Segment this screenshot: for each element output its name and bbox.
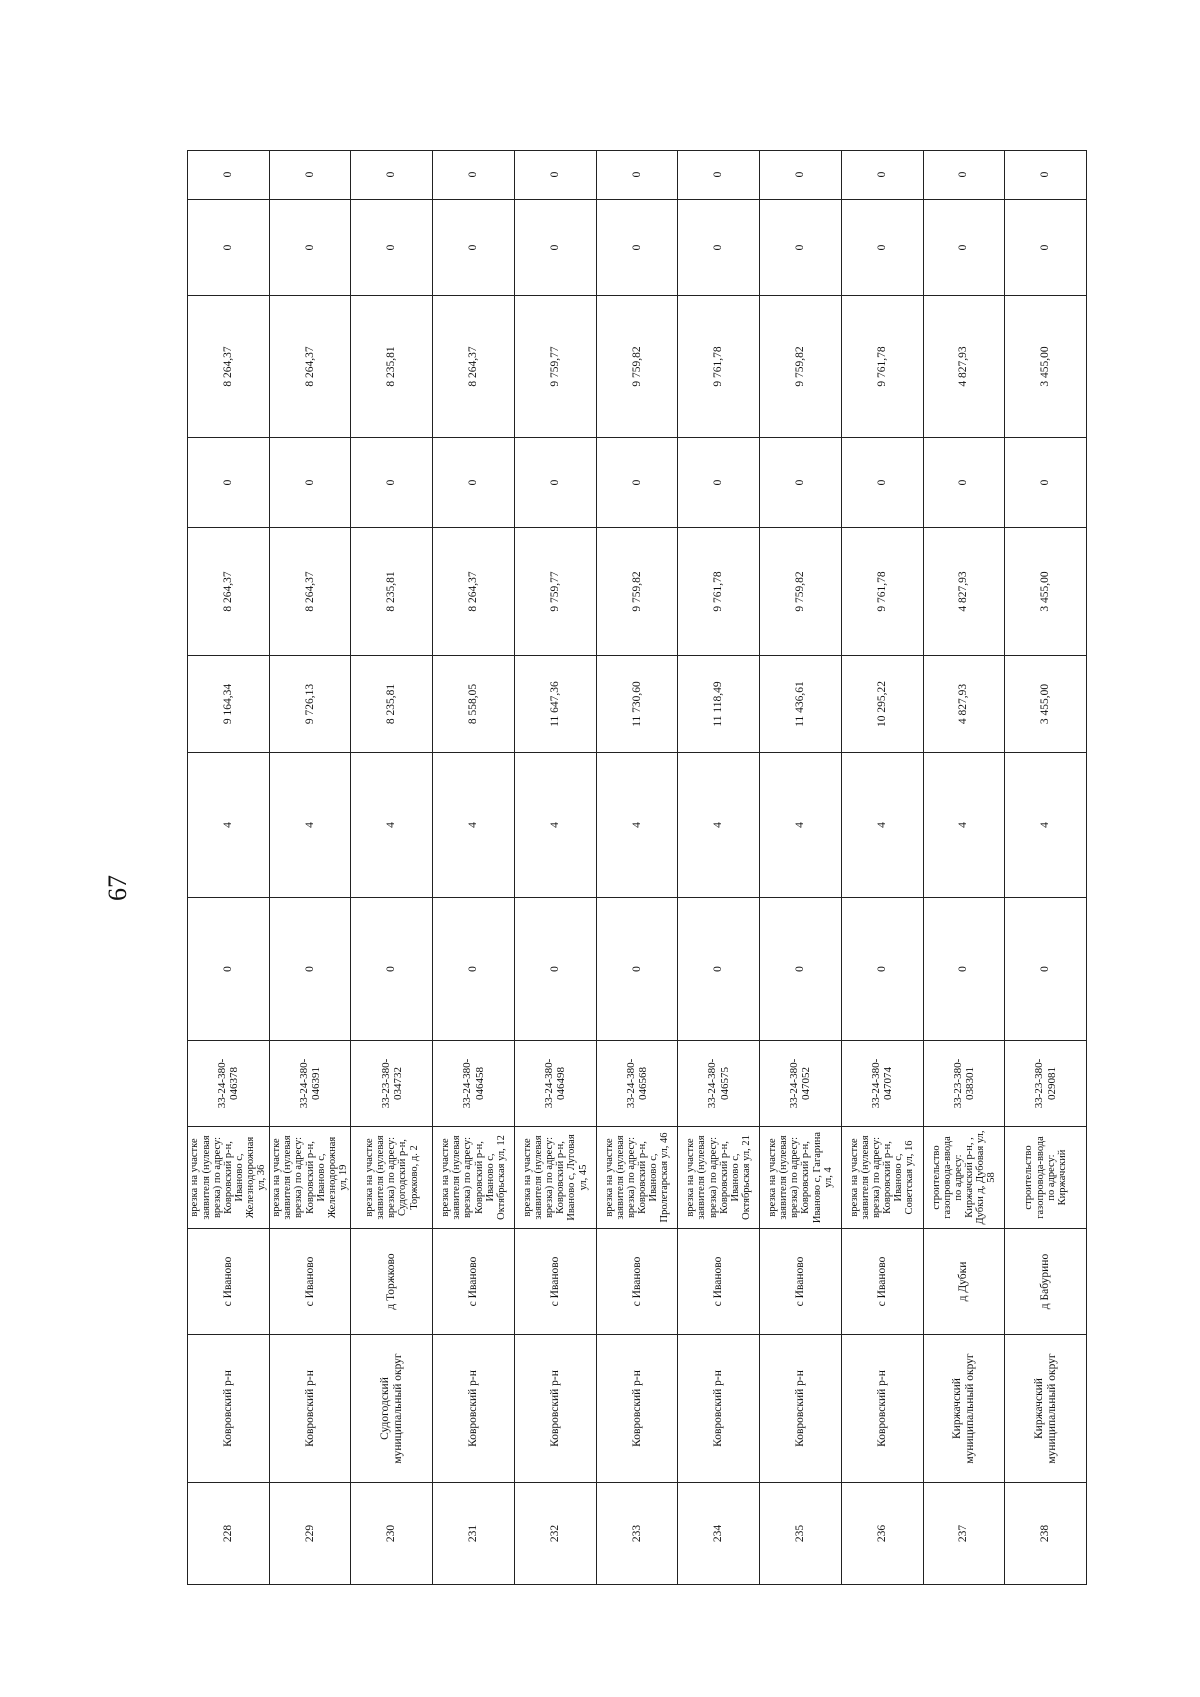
cadastral-code-cell: 33-24-380-046568 bbox=[596, 1041, 678, 1127]
district-cell: Киржачский муниципальный округ bbox=[923, 1335, 1005, 1483]
value-cell-col13: 0 bbox=[677, 150, 759, 200]
value-cell-col12: 0 bbox=[1004, 200, 1086, 296]
value-cell-col11: 3 455,00 bbox=[1004, 296, 1086, 438]
value-cell-col10: 0 bbox=[596, 438, 678, 528]
value-cell-col13: 0 bbox=[759, 150, 841, 200]
settlement-cell: с Иваново bbox=[841, 1229, 923, 1335]
value-cell-col6: 0 bbox=[596, 898, 678, 1041]
value-cell-col10: 0 bbox=[841, 438, 923, 528]
value-cell-col13: 0 bbox=[596, 150, 678, 200]
row-number-cell: 228 bbox=[187, 1483, 269, 1585]
row-number-cell: 231 bbox=[432, 1483, 514, 1585]
value-cell-col11: 9 761,78 bbox=[677, 296, 759, 438]
value-cell-col12: 0 bbox=[841, 200, 923, 296]
value-cell-col12: 0 bbox=[187, 200, 269, 296]
value-cell-col11: 8 235,81 bbox=[350, 296, 432, 438]
value-cell-col6: 0 bbox=[514, 898, 596, 1041]
value-cell-col11: 8 264,37 bbox=[187, 296, 269, 438]
value-cell-col10: 0 bbox=[432, 438, 514, 528]
value-cell-col10: 0 bbox=[759, 438, 841, 528]
value-cell-col7: 4 bbox=[923, 753, 1005, 898]
table-wrapper bbox=[187, 150, 1087, 1585]
settlement-cell: с Иваново bbox=[432, 1229, 514, 1335]
cadastral-code-cell: 33-23-380-029081 bbox=[1004, 1041, 1086, 1127]
row-number-cell: 230 bbox=[350, 1483, 432, 1585]
value-cell-col12: 0 bbox=[514, 200, 596, 296]
value-cell-col9: 8 264,37 bbox=[187, 528, 269, 656]
value-cell-col12: 0 bbox=[677, 200, 759, 296]
value-cell-col9: 9 761,78 bbox=[841, 528, 923, 656]
row-number-cell: 232 bbox=[514, 1483, 596, 1585]
value-cell-col11: 9 759,77 bbox=[514, 296, 596, 438]
value-cell-col13: 0 bbox=[187, 150, 269, 200]
value-cell-col8: 11 118,49 bbox=[677, 656, 759, 753]
value-cell-col7: 4 bbox=[350, 753, 432, 898]
value-cell-col8: 11 436,61 bbox=[759, 656, 841, 753]
value-cell-col8: 10 295,22 bbox=[841, 656, 923, 753]
value-cell-col6: 0 bbox=[841, 898, 923, 1041]
district-cell: Ковровский р-н bbox=[677, 1335, 759, 1483]
value-cell-col11: 9 759,82 bbox=[759, 296, 841, 438]
value-cell-col8: 3 455,00 bbox=[1004, 656, 1086, 753]
settlement-cell: с Иваново bbox=[677, 1229, 759, 1335]
row-number-cell: 237 bbox=[923, 1483, 1005, 1585]
settlement-cell: с Иваново bbox=[514, 1229, 596, 1335]
value-cell-col12: 0 bbox=[269, 200, 351, 296]
district-cell: Судогодский муниципальный округ bbox=[350, 1335, 432, 1483]
district-cell: Ковровский р-н bbox=[432, 1335, 514, 1483]
row-number-cell: 234 bbox=[677, 1483, 759, 1585]
description-cell: врезка на участке заявителя (нулевая врезка) по адресу: Ковровский р-н, Иваново с, Железнодорожная ул, 19 bbox=[269, 1127, 351, 1229]
value-cell-col11: 8 264,37 bbox=[432, 296, 514, 438]
settlement-cell: д Торжково bbox=[350, 1229, 432, 1335]
value-cell-col13: 0 bbox=[350, 150, 432, 200]
value-cell-col10: 0 bbox=[514, 438, 596, 528]
settlement-cell: с Иваново bbox=[269, 1229, 351, 1335]
description-cell: врезка на участке заявителя (нулевая врезка) по адресу: Ковровский р-н, Иваново с, Железнодорожная ул, 36 bbox=[187, 1127, 269, 1229]
value-cell-col10: 0 bbox=[677, 438, 759, 528]
value-cell-col9: 8 264,37 bbox=[269, 528, 351, 656]
value-cell-col10: 0 bbox=[1004, 438, 1086, 528]
value-cell-col11: 8 264,37 bbox=[269, 296, 351, 438]
value-cell-col13: 0 bbox=[923, 150, 1005, 200]
value-cell-col6: 0 bbox=[187, 898, 269, 1041]
district-cell: Ковровский р-н bbox=[841, 1335, 923, 1483]
settlement-cell: д Бабурино bbox=[1004, 1229, 1086, 1335]
value-cell-col13: 0 bbox=[269, 150, 351, 200]
row-number-cell: 236 bbox=[841, 1483, 923, 1585]
value-cell-col11: 4 827,93 bbox=[923, 296, 1005, 438]
value-cell-col10: 0 bbox=[269, 438, 351, 528]
value-cell-col8: 9 164,34 bbox=[187, 656, 269, 753]
description-cell: врезка на участке заявителя (нулевая врезка) по адресу: Судогодский р-н, Торжково, д. 2 bbox=[350, 1127, 432, 1229]
value-cell-col8: 8 558,05 bbox=[432, 656, 514, 753]
cadastral-code-cell: 33-24-380-046575 bbox=[677, 1041, 759, 1127]
value-cell-col6: 0 bbox=[677, 898, 759, 1041]
value-cell-col10: 0 bbox=[187, 438, 269, 528]
value-cell-col8: 4 827,93 bbox=[923, 656, 1005, 753]
district-cell: Ковровский р-н bbox=[187, 1335, 269, 1483]
data-table bbox=[187, 150, 1087, 1585]
cadastral-code-cell: 33-24-380-047052 bbox=[759, 1041, 841, 1127]
cadastral-code-cell: 33-23-380-038301 bbox=[923, 1041, 1005, 1127]
value-cell-col9: 9 759,82 bbox=[759, 528, 841, 656]
value-cell-col9: 3 455,00 bbox=[1004, 528, 1086, 656]
cadastral-code-cell: 33-24-380-046458 bbox=[432, 1041, 514, 1127]
description-cell: врезка на участке заявителя (нулевая врезка) по адресу: Ковровский р-н, Иваново с, Октябрьская ул, 12 bbox=[432, 1127, 514, 1229]
value-cell-col12: 0 bbox=[350, 200, 432, 296]
description-cell: строительство газопровода-ввода по адресу: Киржачский bbox=[1004, 1127, 1086, 1229]
district-cell: Ковровский р-н bbox=[269, 1335, 351, 1483]
value-cell-col13: 0 bbox=[1004, 150, 1086, 200]
value-cell-col9: 9 761,78 bbox=[677, 528, 759, 656]
value-cell-col6: 0 bbox=[923, 898, 1005, 1041]
value-cell-col6: 0 bbox=[432, 898, 514, 1041]
cadastral-code-cell: 33-23-380-034732 bbox=[350, 1041, 432, 1127]
value-cell-col8: 8 235,81 bbox=[350, 656, 432, 753]
value-cell-col6: 0 bbox=[759, 898, 841, 1041]
value-cell-col7: 4 bbox=[596, 753, 678, 898]
value-cell-col13: 0 bbox=[841, 150, 923, 200]
value-cell-col12: 0 bbox=[432, 200, 514, 296]
value-cell-col11: 9 759,82 bbox=[596, 296, 678, 438]
description-cell: строительство газопровода-ввода по адресу: Киржачский р-н, , Дубки д, Дубовая ул, 58 bbox=[923, 1127, 1005, 1229]
value-cell-col7: 4 bbox=[1004, 753, 1086, 898]
settlement-cell: с Иваново bbox=[187, 1229, 269, 1335]
district-cell: Ковровский р-н bbox=[514, 1335, 596, 1483]
cadastral-code-cell: 33-24-380-046378 bbox=[187, 1041, 269, 1127]
value-cell-col13: 0 bbox=[514, 150, 596, 200]
value-cell-col12: 0 bbox=[923, 200, 1005, 296]
value-cell-col7: 4 bbox=[187, 753, 269, 898]
cadastral-code-cell: 33-24-380-047074 bbox=[841, 1041, 923, 1127]
description-cell: врезка на участке заявителя (нулевая врезка) по адресу: Ковровский р-н, Иваново с, Октябрьская ул, 21 bbox=[677, 1127, 759, 1229]
value-cell-col9: 8 235,81 bbox=[350, 528, 432, 656]
district-cell: Ковровский р-н bbox=[759, 1335, 841, 1483]
value-cell-col7: 4 bbox=[269, 753, 351, 898]
value-cell-col8: 9 726,13 bbox=[269, 656, 351, 753]
value-cell-col7: 4 bbox=[677, 753, 759, 898]
row-number-cell: 229 bbox=[269, 1483, 351, 1585]
value-cell-col7: 4 bbox=[514, 753, 596, 898]
value-cell-col7: 4 bbox=[759, 753, 841, 898]
row-number-cell: 238 bbox=[1004, 1483, 1086, 1585]
settlement-cell: с Иваново bbox=[596, 1229, 678, 1335]
value-cell-col9: 4 827,93 bbox=[923, 528, 1005, 656]
cadastral-code-cell: 33-24-380-046498 bbox=[514, 1041, 596, 1127]
value-cell-col12: 0 bbox=[759, 200, 841, 296]
description-cell: врезка на участке заявителя (нулевая врезка) по адресу: Ковровский р-н, Иваново с, Гагарина ул, 4 bbox=[759, 1127, 841, 1229]
value-cell-col7: 4 bbox=[841, 753, 923, 898]
description-cell: врезка на участке заявителя (нулевая врезка) по адресу: Ковровский р-н, Иваново с, Советская ул, 16 bbox=[841, 1127, 923, 1229]
value-cell-col9: 8 264,37 bbox=[432, 528, 514, 656]
value-cell-col13: 0 bbox=[432, 150, 514, 200]
value-cell-col9: 9 759,82 bbox=[596, 528, 678, 656]
settlement-cell: с Иваново bbox=[759, 1229, 841, 1335]
value-cell-col8: 11 647,36 bbox=[514, 656, 596, 753]
value-cell-col8: 11 730,60 bbox=[596, 656, 678, 753]
value-cell-col10: 0 bbox=[350, 438, 432, 528]
value-cell-col6: 0 bbox=[350, 898, 432, 1041]
district-cell: Ковровский р-н bbox=[596, 1335, 678, 1483]
value-cell-col11: 9 761,78 bbox=[841, 296, 923, 438]
value-cell-col6: 0 bbox=[1004, 898, 1086, 1041]
page-number: 67 bbox=[103, 875, 132, 901]
value-cell-col7: 4 bbox=[432, 753, 514, 898]
settlement-cell: д Дубки bbox=[923, 1229, 1005, 1335]
value-cell-col10: 0 bbox=[923, 438, 1005, 528]
description-cell: врезка на участке заявителя (нулевая врезка) по адресу: Ковровский р-н, Иваново с, Луговая ул, 45 bbox=[514, 1127, 596, 1229]
description-cell: врезка на участке заявителя (нулевая врезка) по адресу: Ковровский р-н, Иваново с, Пролетарская ул, 46 bbox=[596, 1127, 678, 1229]
value-cell-col6: 0 bbox=[269, 898, 351, 1041]
district-cell: Киржачский муниципальный округ bbox=[1004, 1335, 1086, 1483]
row-number-cell: 233 bbox=[596, 1483, 678, 1585]
cadastral-code-cell: 33-24-380-046391 bbox=[269, 1041, 351, 1127]
value-cell-col9: 9 759,77 bbox=[514, 528, 596, 656]
row-number-cell: 235 bbox=[759, 1483, 841, 1585]
value-cell-col12: 0 bbox=[596, 200, 678, 296]
